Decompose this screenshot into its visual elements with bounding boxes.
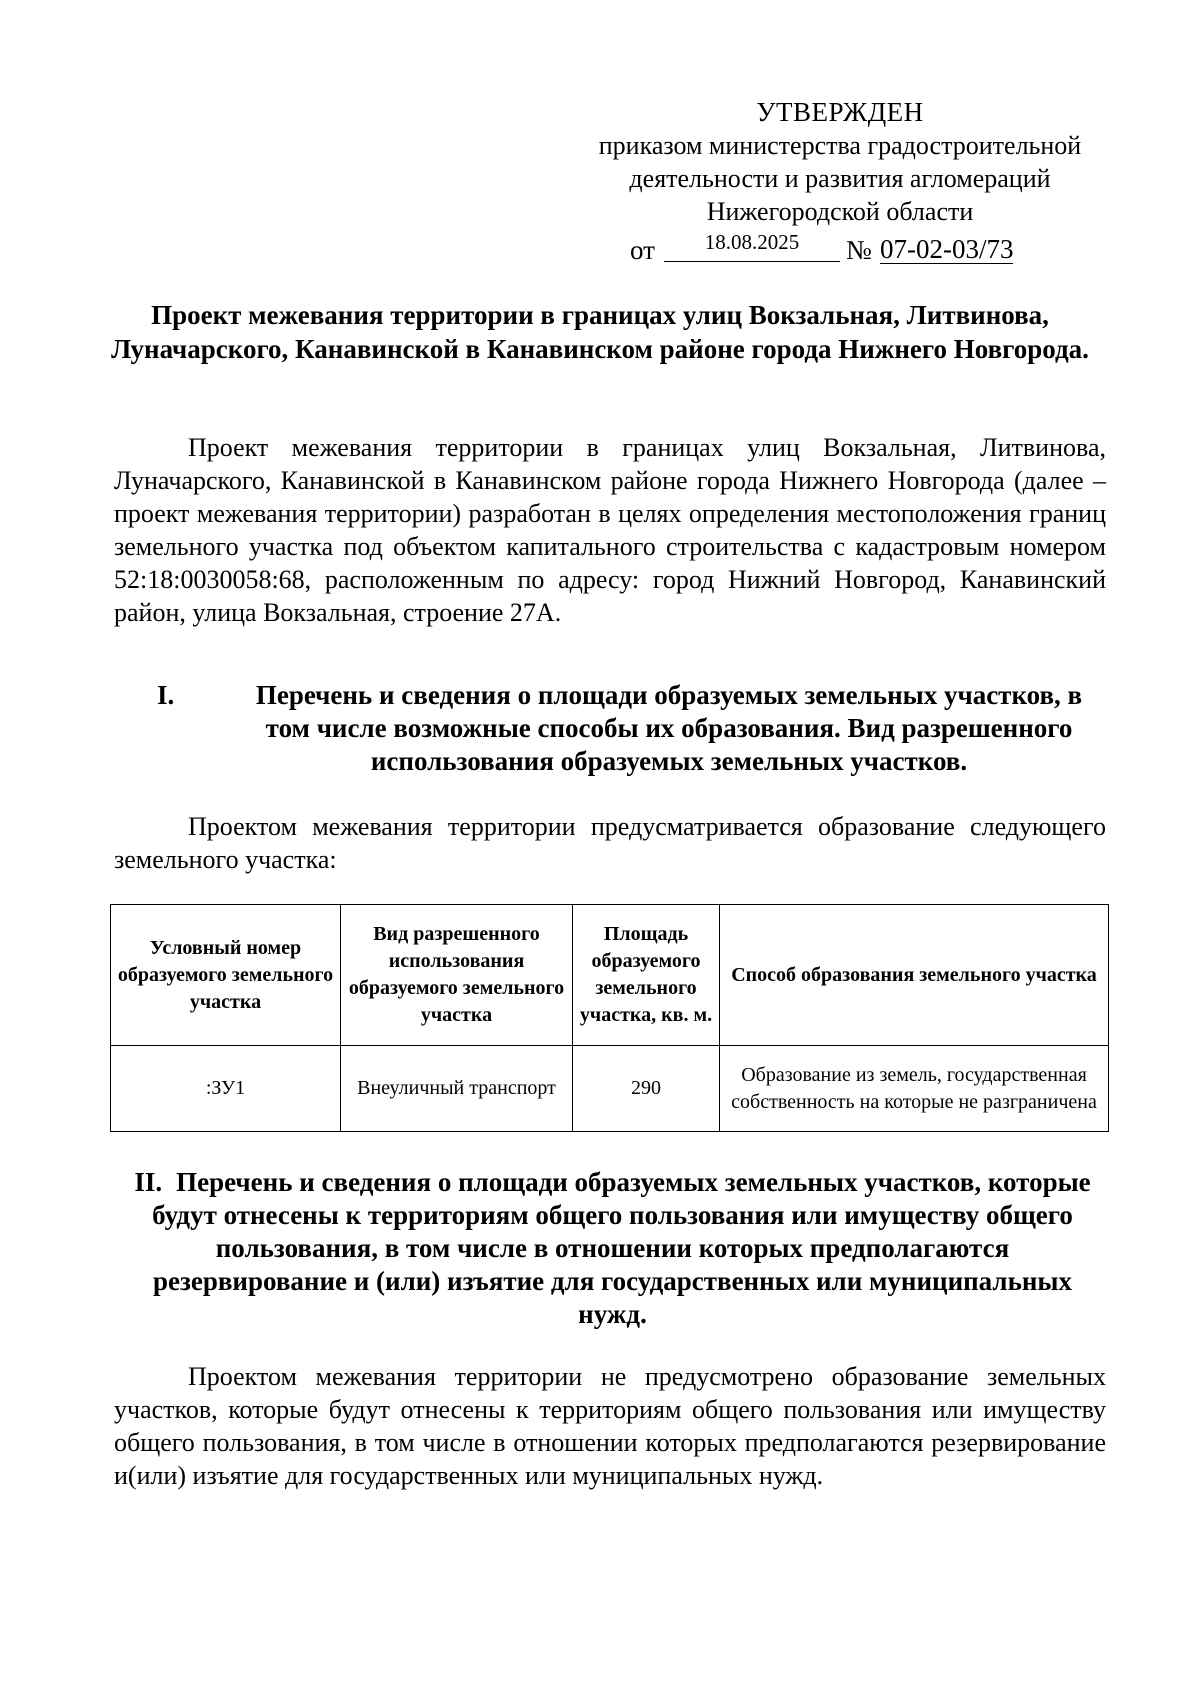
approval-stamp [560,96,1120,228]
section-1-number: I. [157,680,175,710]
table-cell-area: 290 [573,1046,720,1132]
approval-line-3: Нижегородской области [706,197,974,226]
date-prefix: от [630,235,655,265]
document-title: Проект межевания территории в границах улиц Вокзальная, Литвинова, Луначарского, Канавинской в Канавинском районе города Нижнего Новгорода. [111,300,1089,364]
table-header-cell: Вид разрешенного использования образуемого земельного участка [341,905,573,1046]
table-cell-permitted-use: Внеуличный транспорт [341,1046,573,1132]
order-date-number [630,230,1014,267]
section-2-title: Перечень и сведения о площади образуемых земельных участков, которые будут отнесены к территориям общего пользования или имуществу общего пользования, в том числе в отношении которых предполагаются резервирование и (или) изъятие для государственных или муниципальных нужд. [152,1167,1091,1329]
table-header-cell: Условный номер образуемого земельного участка [111,905,341,1046]
section-2-heading [120,1166,1105,1331]
section-2-number: II. [134,1167,163,1197]
table-row [111,1046,1109,1132]
section-2-paragraph: Проектом межевания территории не предусмотрено образование земельных участков, которые будут отнесены к территориям общего пользования или имуществу общего пользования, в том числе в отношении которых предполагаются резервирование и(или) изъятие для государственных или муниципальных нужд. [114,1362,1106,1490]
land-plot-table [110,904,1109,1132]
order-date: 18.08.2025 [664,231,840,262]
table-header-row [111,905,1109,1046]
table-cell-formation-method: Образование из земель, государственная собственность на которые не разграничена [720,1046,1109,1132]
number-sign: № [846,235,872,265]
approval-line-1: приказом министерства градостроительной [598,131,1082,160]
approval-title: УТВЕРЖДЕН [756,97,924,127]
section-1-paragraph: Проектом межевания территории предусматривается образование следующего земельного участка: [114,812,1106,874]
intro-paragraph: Проект межевания территории в границах улиц Вокзальная, Литвинова, Луначарского, Канавинской в Канавинском районе города Нижнего Новгорода (далее – проект межевания территории) разработан в целях определения местоположения границ земельного участка под объектом капитального строительства с кадастровым номером 52:18:0030058:68, расположенным по адресу: город Нижний Новгород, Канавинский район, улица Вокзальная, строение 27А. [114,433,1106,627]
section-1-title: Перечень и сведения о площади образуемых земельных участков, в том числе возможные способы их образования. Вид разрешенного использования образуемых земельных участков. [255,680,1083,776]
table-header-cell: Площадь образуемого земельного участка, кв. м. [573,905,720,1046]
approval-line-2: деятельности и развития агломераций [629,164,1051,193]
table-header-cell: Способ образования земельного участка [720,905,1109,1046]
table-cell-plot-number: :ЗУ1 [111,1046,341,1132]
order-number: 07-02-03/73 [880,234,1014,264]
